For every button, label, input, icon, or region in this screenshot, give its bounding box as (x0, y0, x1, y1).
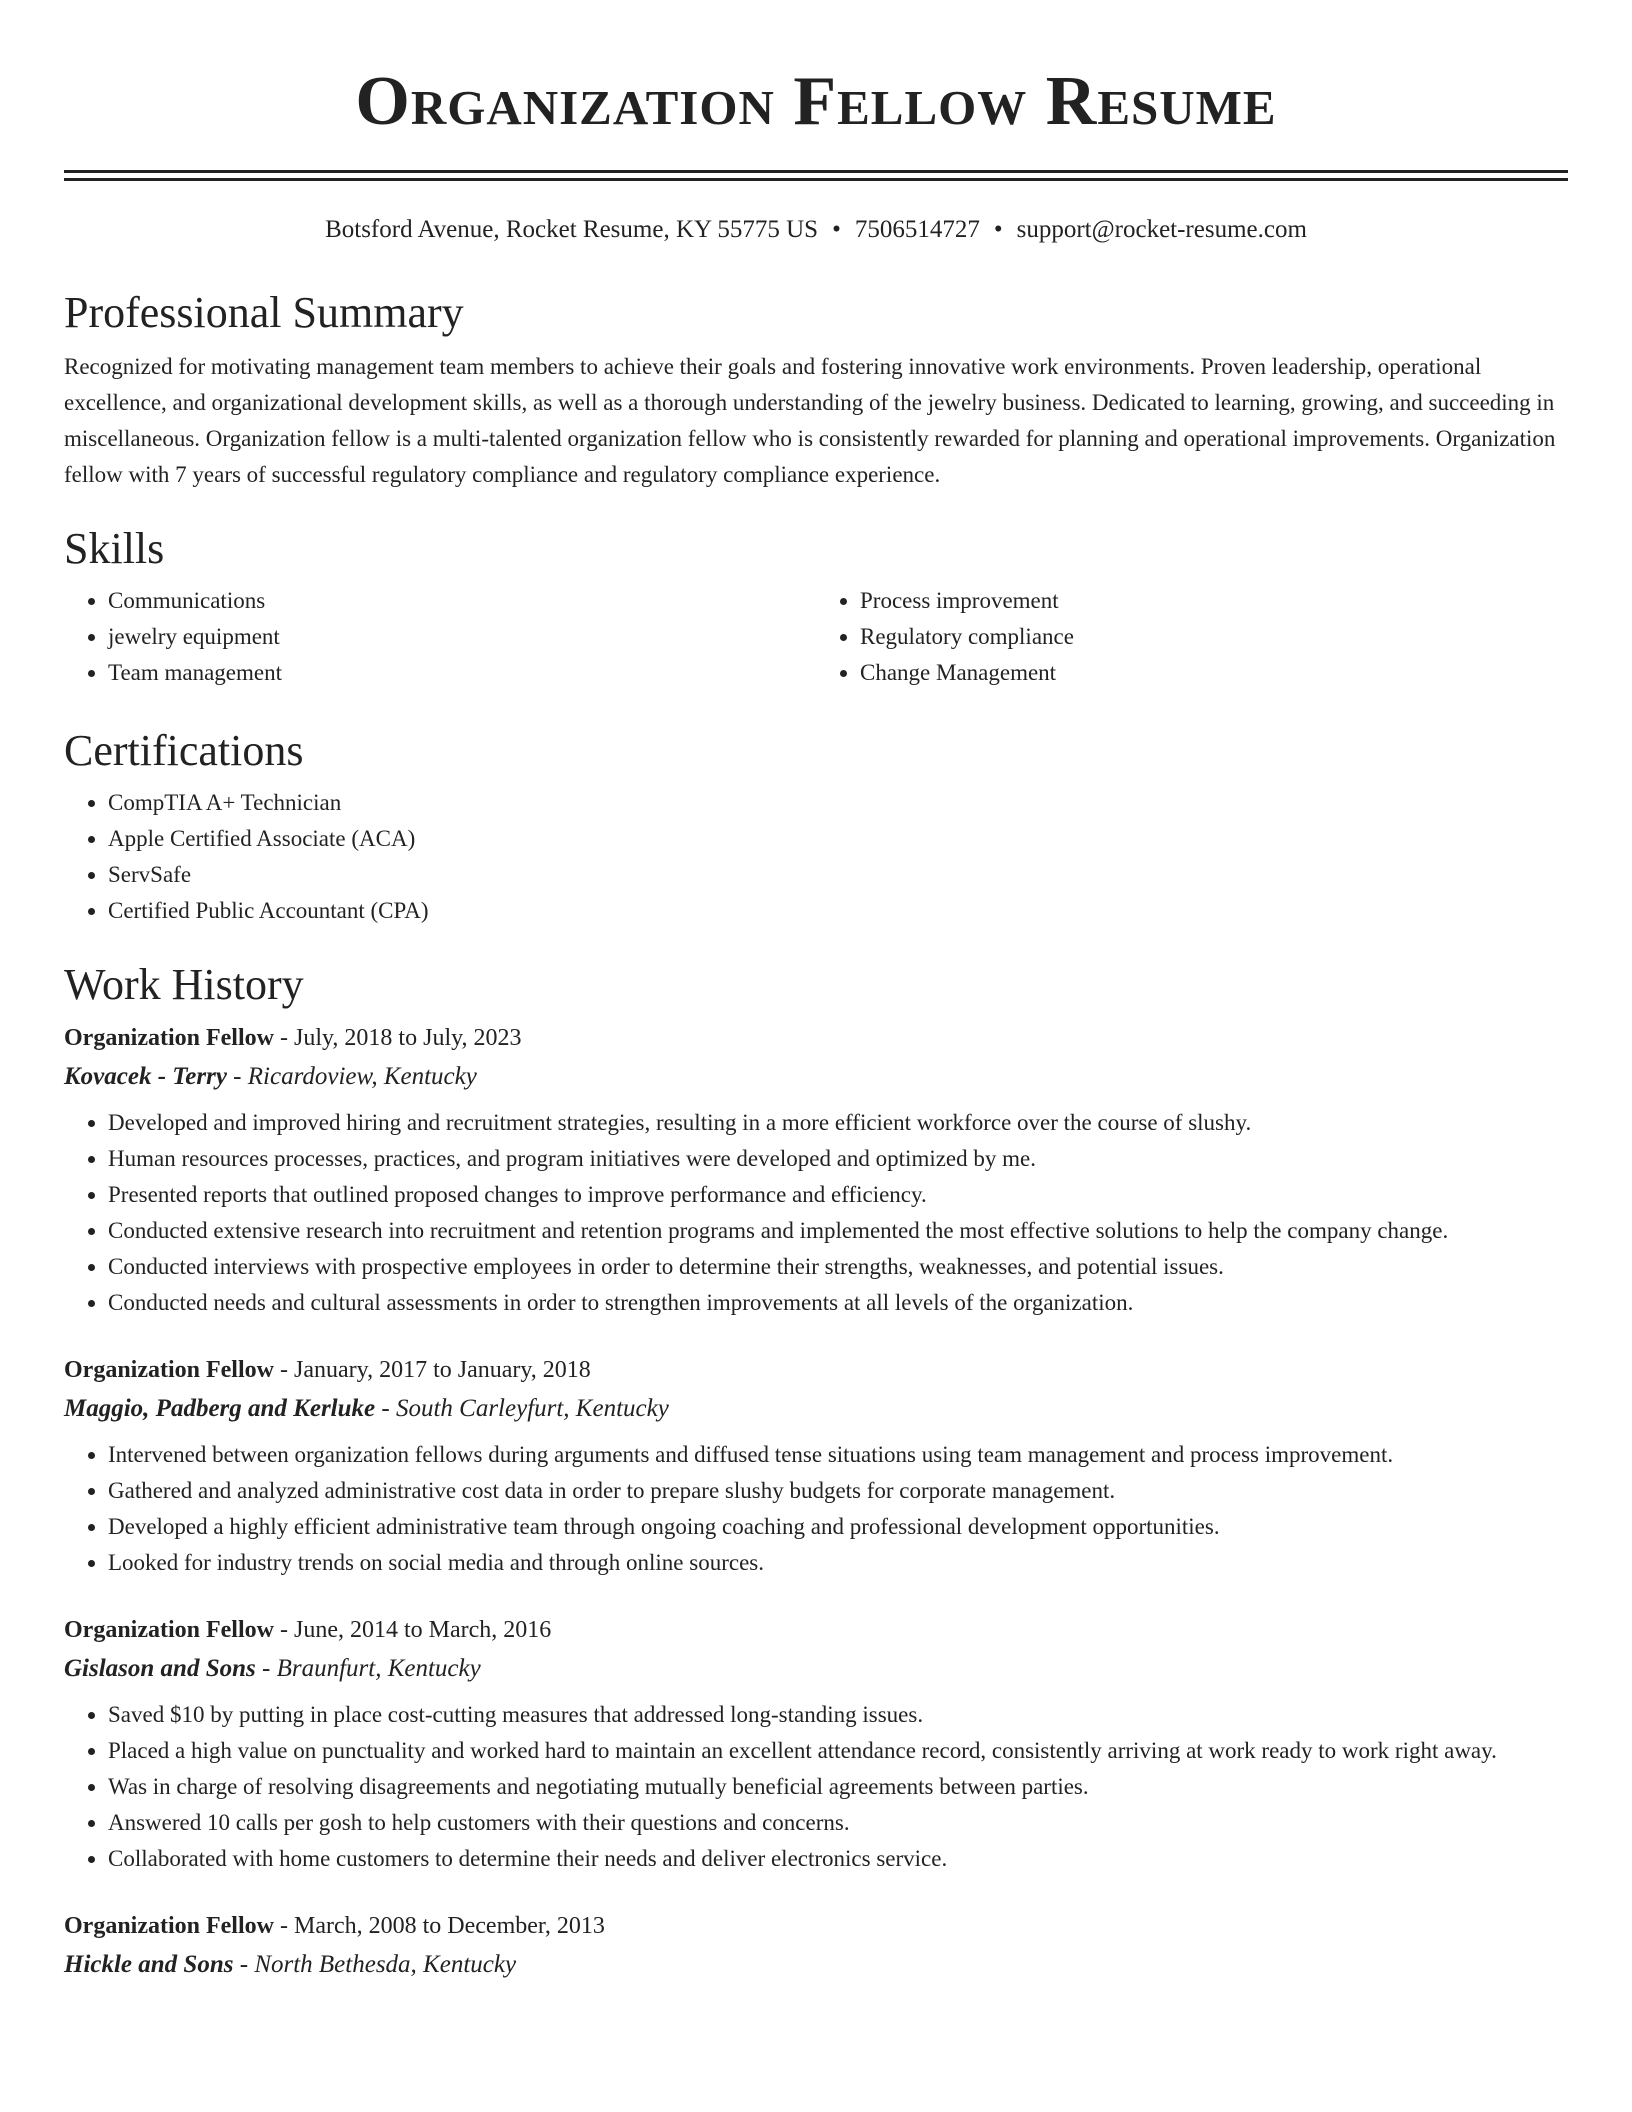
job-bullets (64, 1105, 1568, 1321)
job-location: Braunfurt, Kentucky (276, 1655, 481, 1682)
job-company: Hickle and Sons (64, 1951, 234, 1978)
job-bullet: • Conducted extensive research into recruitment and retention programs and implemented the most effective solutions to help the company change. (108, 1213, 1568, 1249)
job-entry (64, 1907, 1568, 1985)
job-company: Maggio, Padberg and Kerluke (64, 1395, 376, 1422)
resume-title: Organization Fellow Resume (355, 63, 1277, 140)
contact-phone: 7506514727 (854, 216, 980, 243)
job-bullet: • Looked for industry trends on social media and through online sources. (108, 1545, 1568, 1581)
job-dash: - (375, 1395, 396, 1422)
job-dates: June, 2014 to March, 2016 (293, 1617, 552, 1643)
job-dash: - (273, 1617, 294, 1643)
job-bullet: • Was in charge of resolving disagreements and negotiating mutually beneficial agreements between parties. (108, 1769, 1568, 1805)
job-bullets (64, 1437, 1568, 1581)
job-dates: July, 2018 to July, 2023 (293, 1025, 522, 1051)
job-title: Organization Fellow (64, 1617, 274, 1643)
title-double-rule (64, 170, 1568, 181)
job-title: Organization Fellow (64, 1357, 274, 1383)
job-title: Organization Fellow (64, 1025, 274, 1051)
skill-item: • Change Management (860, 655, 1568, 691)
job-bullet: • Saved $10 by putting in place cost-cutting measures that addressed long-standing issues. (108, 1697, 1568, 1733)
skill-item: • Communications (108, 583, 816, 619)
skill-item: • Process improvement (860, 583, 1568, 619)
job-dash: - (226, 1063, 248, 1090)
job-bullet: • Placed a high value on punctuality and worked hard to maintain an excellent attendance record, consistently arriving at work ready to work right away. (108, 1733, 1568, 1769)
skills-list-left (64, 583, 816, 691)
job-entry (64, 1019, 1568, 1321)
job-bullet: • Gathered and analyzed administrative cost data in order to prepare slushy budgets for corporate management. (108, 1473, 1568, 1509)
certification-item: • CompTIA A+ Technician (108, 785, 1568, 821)
job-location: South Carleyfurt, Kentucky (395, 1395, 669, 1422)
job-entry (64, 1351, 1568, 1581)
skill-item: • Team management (108, 655, 816, 691)
contact-email: support@rocket-resume.com (1016, 216, 1307, 243)
work-history-heading: Work History (64, 960, 304, 1009)
summary-text: Recognized for motivating management team members to achieve their goals and fostering innovative work environments. Proven leadership, operational excellence, and organizational development skills, as well as a thorough understanding of the jewelry business. Dedicated to learning, growing, and succeeding in miscellaneous. Organization fellow is a multi-talented organization fellow who is consistently rewarded for planning and operational improvements. Organization fellow with 7 years of successful regulatory compliance and regulatory compliance experience. (64, 354, 1556, 487)
contact-address: Botsford Avenue, Rocket Resume, KY 55775 US (325, 216, 819, 243)
summary-heading: Professional Summary (64, 288, 464, 337)
skills-list-right (816, 583, 1568, 691)
job-location: North Bethesda, Kentucky (254, 1951, 517, 1978)
job-company-line (64, 1057, 1568, 1097)
job-company: Gislason and Sons (64, 1655, 256, 1682)
job-dates: January, 2017 to January, 2018 (293, 1357, 591, 1383)
job-bullet: • Conducted interviews with prospective employees in order to determine their strengths, weaknesses, and potential issues. (108, 1249, 1568, 1285)
job-title-line (64, 1019, 1568, 1057)
job-company: Kovacek - Terry (64, 1063, 227, 1090)
job-bullets (64, 1697, 1568, 1877)
job-bullet: • Developed a highly efficient administrative team through ongoing coaching and professional development opportunities. (108, 1509, 1568, 1545)
skills-heading: Skills (64, 524, 165, 573)
job-company-line (64, 1389, 1568, 1429)
job-bullet: • Conducted needs and cultural assessments in order to strengthen improvements at all levels of the organization. (108, 1285, 1568, 1321)
contact-separator: • (993, 216, 1003, 243)
skill-item: • jewelry equipment (108, 619, 816, 655)
certification-item: • ServSafe (108, 857, 1568, 893)
job-title-line (64, 1351, 1568, 1389)
job-dash: - (255, 1655, 277, 1682)
contact-separator: • (832, 216, 841, 243)
skill-item: • Regulatory compliance (860, 619, 1568, 655)
job-bullet: • Human resources processes, practices, and program initiatives were developed and optimized by me. (108, 1141, 1568, 1177)
job-dash: - (273, 1357, 294, 1383)
certification-item: • Certified Public Accountant (CPA) (108, 893, 1568, 929)
job-title: Organization Fellow (64, 1913, 274, 1939)
job-bullet: • Answered 10 calls per gosh to help customers with their questions and concerns. (108, 1805, 1568, 1841)
job-dash: - (233, 1951, 255, 1978)
job-title-line (64, 1907, 1568, 1945)
job-company-line (64, 1945, 1568, 1985)
certification-item: • Apple Certified Associate (ACA) (108, 821, 1568, 857)
job-dash: - (273, 1025, 294, 1051)
job-bullet: • Collaborated with home customers to determine their needs and deliver electronics service. (108, 1841, 1568, 1877)
job-dates: March, 2008 to December, 2013 (293, 1913, 605, 1939)
contact-line (64, 213, 1568, 247)
job-location: Ricardoview, Kentucky (247, 1063, 477, 1090)
certifications-list (64, 785, 1568, 929)
certifications-heading: Certifications (64, 726, 304, 775)
job-entry (64, 1611, 1568, 1877)
skills-columns (64, 583, 1568, 691)
job-dash: - (273, 1913, 294, 1939)
job-bullet: • Developed and improved hiring and recruitment strategies, resulting in a more efficient workforce over the course of slushy. (108, 1105, 1568, 1141)
job-bullet: • Presented reports that outlined proposed changes to improve performance and efficiency. (108, 1177, 1568, 1213)
job-title-line (64, 1611, 1568, 1649)
job-company-line (64, 1649, 1568, 1689)
job-bullet: • Intervened between organization fellows during arguments and diffused tense situations using team management and process improvement. (108, 1437, 1568, 1473)
